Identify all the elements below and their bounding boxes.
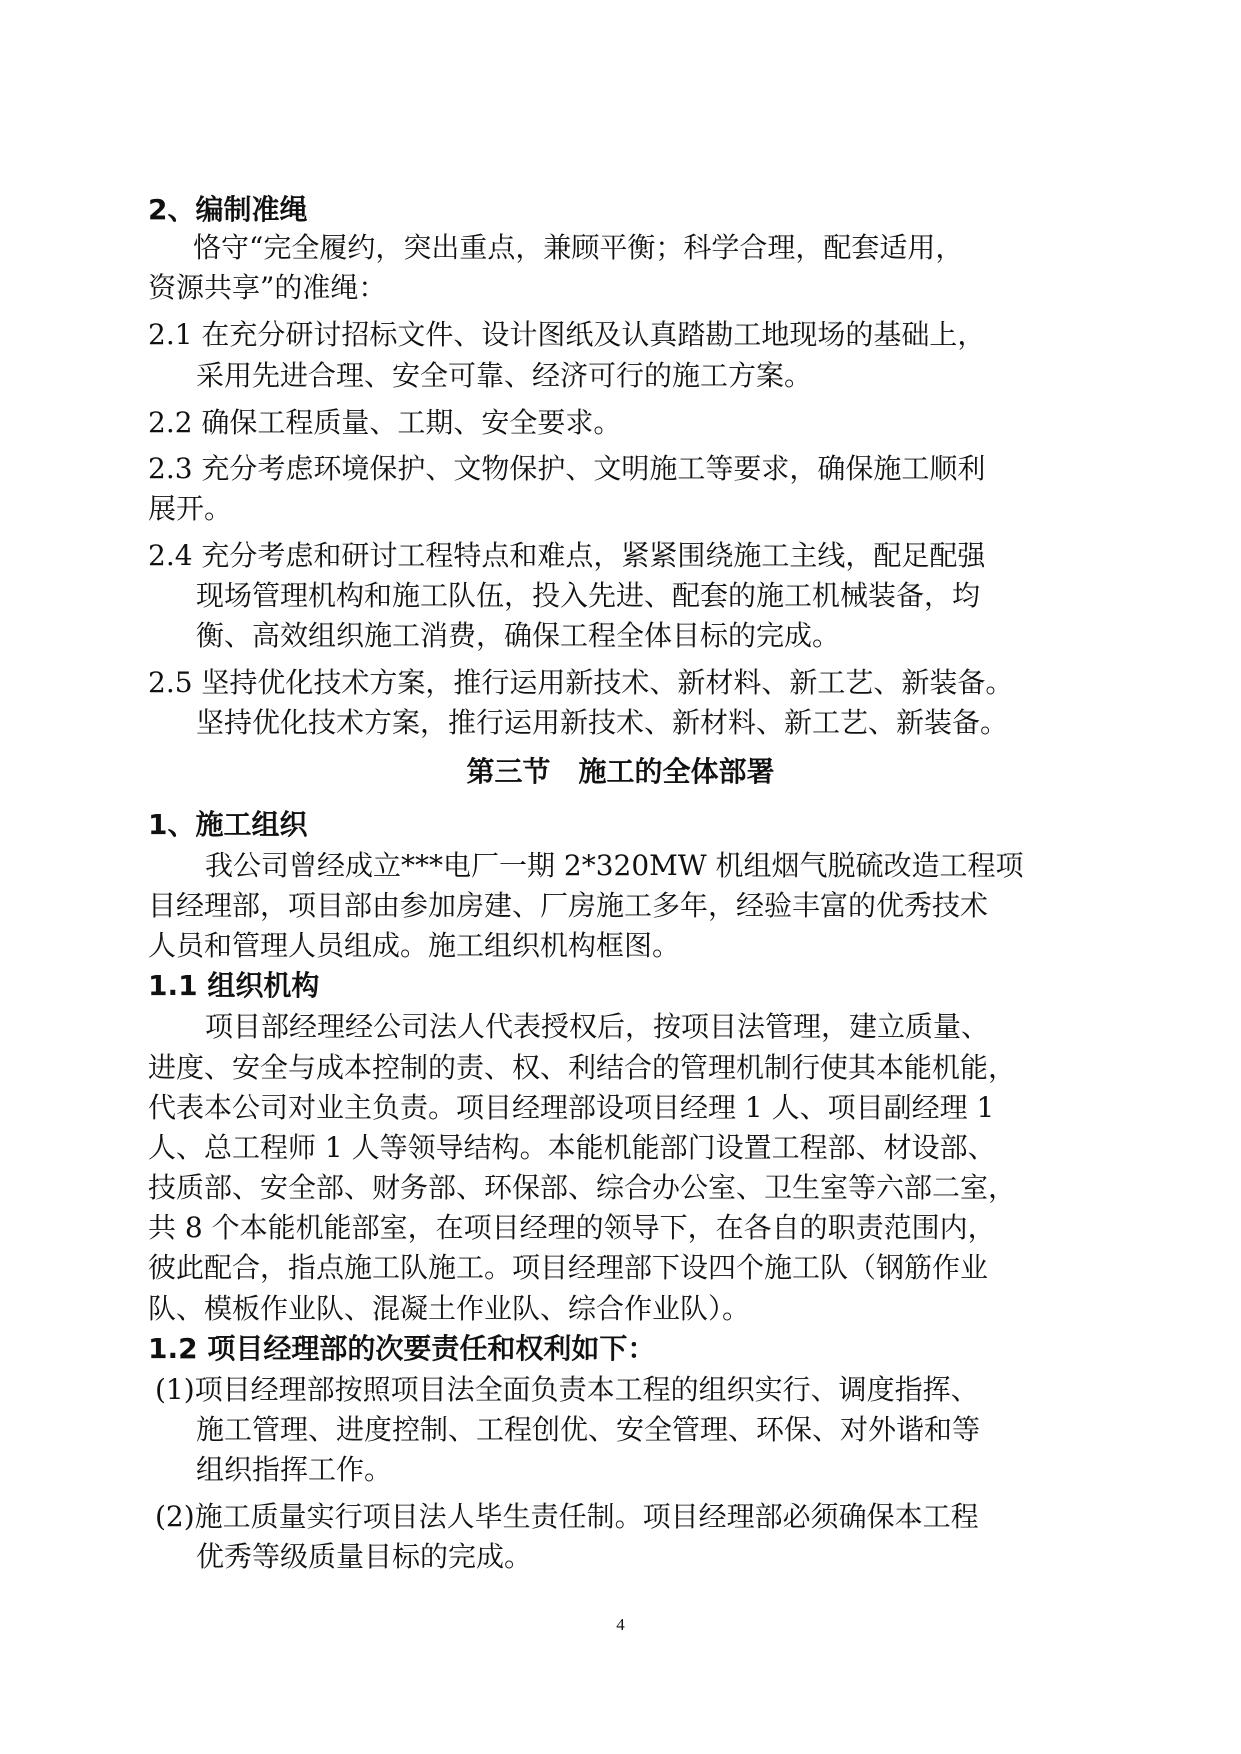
list-item-continuation: 施工管理、进度控制、工程创优、安全管理、环保、对外谐和等 bbox=[196, 1413, 981, 1446]
list-item-2-3: 2.3 充分考虑环境保护、文物保护、文明施工等要求，确保施工顺利 bbox=[148, 452, 986, 485]
paragraph-line: 目经理部，项目部由参加房建、厂房施工多年，经验丰富的优秀技术 bbox=[148, 889, 989, 922]
paragraph-line: 代表本公司对业主负责。项目经理部设项目经理 1 人、项目副经理 1 bbox=[148, 1091, 995, 1124]
paragraph-line: 共 8 个本能机能部室，在项目经理的领导下，在各自的职责范围内， bbox=[148, 1211, 996, 1244]
heading-2: 2、编制准绳 bbox=[148, 193, 308, 226]
list-item-continuation: 现场管理机构和施工队伍，投入先进、配套的施工机械装备，均 bbox=[196, 579, 981, 612]
paragraph-line: 队、模板作业队、混凝土作业队、综合作业队）。 bbox=[148, 1292, 751, 1325]
paragraph-line: 人、总工程师 1 人等领导结构。本能机能部门设置工程部、材设部、 bbox=[148, 1131, 996, 1164]
paragraph-line: 恪守“完全履约，突出重点，兼顾平衡；科学合理，配套适用， bbox=[193, 231, 964, 264]
list-item-2-4: 2.4 充分考虑和研讨工程特点和难点，紧紧围绕施工主线，配足配强 bbox=[148, 539, 986, 572]
paragraph-line: 项目部经理经公司法人代表授权后，按项目法管理，建立质量、 bbox=[205, 1010, 990, 1043]
list-item-2-1: 2.1 在充分研讨招标文件、设计图纸及认真踏勘工地现场的基础上， bbox=[148, 318, 986, 351]
section-title: 第三节 施工的全体部署 bbox=[466, 755, 775, 788]
list-item-continuation: 坚持优化技术方案，推行运用新技术、新材料、新工艺、新装备。 bbox=[196, 706, 1009, 739]
paragraph-line: 资源共享”的准绳： bbox=[148, 271, 387, 304]
list-item-1: (1)项目经理部按照项目法全面负责本工程的组织实行、调度指挥、 bbox=[155, 1373, 979, 1406]
list-item-continuation: 优秀等级质量目标的完成。 bbox=[196, 1540, 533, 1573]
page-number: 4 bbox=[616, 1615, 625, 1634]
paragraph-line: 人员和管理人员组成。施工组织机构框图。 bbox=[148, 929, 681, 962]
paragraph-line: 技质部、安全部、财务部、环保部、综合办公室、卫生室等六部二室， bbox=[148, 1171, 1017, 1204]
list-item-2-5: 2.5 坚持优化技术方案，推行运用新技术、新材料、新工艺、新装备。 bbox=[148, 666, 1014, 699]
heading-1-1: 1.1 组织机构 bbox=[148, 969, 320, 1002]
list-item-continuation: 采用先进合理、安全可靠、经济可行的施工方案。 bbox=[196, 359, 813, 392]
paragraph-line: 进度、安全与成本控制的责、权、利结合的管理机制行使其本能机能， bbox=[148, 1051, 1017, 1084]
list-item-2: (2)施工质量实行项目法人毕生责任制。项目经理部必须确保本工程 bbox=[155, 1500, 979, 1533]
paragraph-line: 我公司曾经成立***电厂一期 2*320MW 机组烟气脱硫改造工程项 bbox=[205, 849, 1024, 882]
list-item-2-2: 2.2 确保工程质量、工期、安全要求。 bbox=[148, 406, 622, 439]
heading-1-2: 1.2 项目经理部的次要责任和权利如下： bbox=[148, 1332, 656, 1365]
list-item-continuation: 组织指挥工作。 bbox=[196, 1453, 393, 1486]
heading-1: 1、施工组织 bbox=[148, 808, 308, 841]
list-item-continuation: 衡、高效组织施工消费，确保工程全体目标的完成。 bbox=[196, 619, 841, 652]
list-item-continuation: 展开。 bbox=[148, 492, 233, 525]
paragraph-line: 彼此配合，指点施工队施工。项目经理部下设四个施工队（钢筋作业 bbox=[148, 1251, 989, 1284]
